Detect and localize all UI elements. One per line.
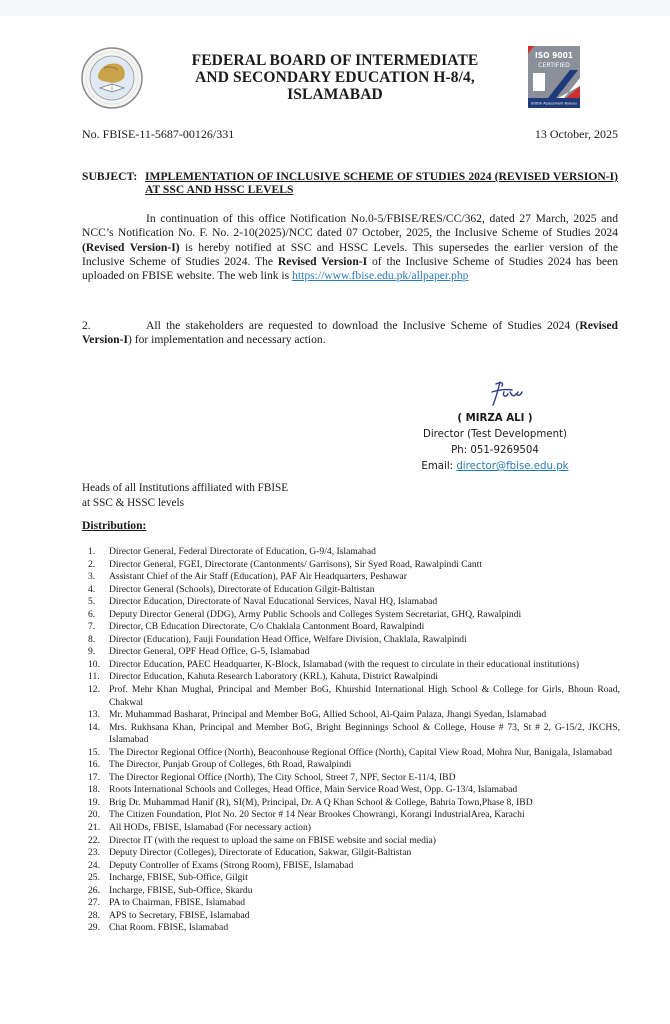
distribution-item-text: Mr. Muhammad Basharat, Principal and Member BoG, Allied School, Al-Qaim Palaza, Jhangi Syedan, Islamabad bbox=[109, 709, 547, 721]
iso-line1: ISO 9001 bbox=[534, 51, 574, 60]
para2-text: ) for implementation and necessary action. bbox=[127, 333, 326, 347]
distribution-item bbox=[88, 571, 620, 584]
distribution-item bbox=[88, 797, 620, 810]
distribution-item bbox=[88, 646, 620, 659]
distribution-item-number: 4. bbox=[88, 583, 96, 595]
distribution-item bbox=[88, 860, 620, 873]
distribution-item-text: PA to Chairman, FBISE, Islamabad bbox=[109, 897, 246, 909]
distribution-item-number: 27. bbox=[88, 897, 100, 909]
distribution-item-number: 2. bbox=[88, 558, 96, 570]
distribution-item-number: 16. bbox=[88, 759, 100, 771]
addressee bbox=[82, 481, 288, 510]
distribution-item-number: 1. bbox=[88, 546, 96, 557]
distribution-item-number: 9. bbox=[88, 646, 96, 658]
distribution-item bbox=[88, 910, 620, 923]
distribution-item-text: Director General, Federal Directorate of Education, G-9/4, Islamabad bbox=[109, 546, 376, 557]
distribution-item-text: Incharge, FBISE, Sub-Office, Skardu bbox=[109, 884, 253, 896]
distribution-item-number: 15. bbox=[88, 746, 100, 758]
distribution-item-text: The Citizen Foundation, Plot No. 20 Sector # 14 Near Brookes Chowrangi, Korangi IndustrialArea, Karachi bbox=[109, 809, 525, 821]
subject-text: IMPLEMENTATION OF INCLUSIVE SCHEME OF STUDIES 2024 (REVISED VERSION-I) AT SSC AND HSSC LEVELS bbox=[145, 170, 618, 196]
distribution-item bbox=[88, 621, 620, 634]
distribution-item bbox=[88, 609, 620, 622]
distribution-item bbox=[88, 709, 620, 722]
distribution-item-text: APS to Secretary, FBISE, Islamabad bbox=[109, 909, 250, 921]
distribution-item-text: The Director Regional Office (North), The City School, Street 7, NPF, Sector E-11/4, IBD bbox=[109, 771, 456, 783]
distribution-item bbox=[88, 772, 620, 785]
distribution-item-text: Director Education, PAEC Headquarter, K-Block, Islamabad (with the request to circulate in their educational institutions) bbox=[109, 658, 580, 670]
distribution-item bbox=[88, 596, 620, 609]
signatory-phone: Ph: 051-9269504 bbox=[451, 445, 539, 456]
distribution-item-number: 28. bbox=[88, 909, 100, 921]
distribution-list bbox=[88, 546, 620, 935]
distribution-item-number: 11. bbox=[88, 671, 100, 683]
distribution-item-text: Incharge, FBISE, Sub-Office, Gilgit bbox=[109, 872, 248, 884]
paragraph-2 bbox=[82, 319, 618, 348]
distribution-item-number: 17. bbox=[88, 771, 100, 783]
org-title-line: FEDERAL BOARD OF INTERMEDIATE bbox=[191, 52, 479, 69]
distribution-item-text: Director, CB Education Directorate, C/o Chaklala Cantonment Board, Rawalpindi bbox=[109, 621, 425, 633]
distribution-item-number: 19. bbox=[88, 796, 100, 808]
distribution-item bbox=[88, 784, 620, 797]
allpaper-web-link[interactable]: https://www.fbise.edu.pk/allpaper.php bbox=[292, 269, 469, 283]
para1-text: of the Inclusive Scheme of Studies 2024 has been uploaded on FBISE website. The web link is bbox=[82, 254, 619, 283]
para1-bold: (Revised Version-I) bbox=[82, 240, 180, 254]
distribution-item bbox=[88, 546, 620, 559]
distribution-item-text: Roots International Schools and Colleges, Head Office, Main Service Road West, Opp. G-13/4, Islamabad bbox=[109, 784, 518, 796]
para2-text: All the stakeholders are requested to download the Inclusive Scheme of Studies 2024 ( bbox=[146, 319, 580, 332]
addressee-line: Heads of all Institutions affiliated with FBISE bbox=[82, 482, 289, 494]
iso-line2: CERTIFIED bbox=[538, 62, 570, 69]
org-title-line: ISLAMABAD bbox=[287, 86, 383, 103]
distribution-item-number: 18. bbox=[88, 784, 100, 796]
distribution-item bbox=[88, 897, 620, 910]
distribution-item-number: 7. bbox=[88, 621, 96, 633]
distribution-item bbox=[88, 847, 620, 860]
handwritten-signature-icon bbox=[430, 378, 590, 408]
signatory-name: ( MIRZA ALI ) bbox=[457, 413, 533, 424]
subject-label: SUBJECT: bbox=[82, 170, 138, 183]
distribution-item-number: 26. bbox=[88, 884, 100, 896]
signatory-email-line bbox=[400, 459, 590, 475]
distribution-item bbox=[88, 559, 620, 572]
distribution-item bbox=[88, 872, 620, 885]
distribution-item-number: 14. bbox=[88, 721, 100, 733]
distribution-item-number: 10. bbox=[88, 658, 100, 670]
para1-text: In continuation of this office Notification No.0-5/FBISE/RES/CC/362, dated 27 March, 2025 and NCC’s Notification No. F. No. 2-10(2025)/NCC dated 07 October, 2025, the Inclusive Scheme of Studies 2024 bbox=[82, 212, 618, 240]
distribution-item-text: The Director Regional Office (North), Beaconhouse Regional Office (North), Capital View Road, Mohra Nur, Banigala, Islamabad bbox=[109, 746, 613, 758]
distribution-item-number: 23. bbox=[88, 847, 100, 859]
distribution-item bbox=[88, 634, 620, 647]
distribution-item bbox=[88, 671, 620, 684]
paragraph-1 bbox=[82, 212, 618, 283]
para1-text: is hereby notified at SSC and HSSC Levels. This supersedes the earlier version of the Inclusive Scheme of Studies 2024. The bbox=[82, 240, 618, 268]
distribution-item-text: Director General, OPF Head Office, G-5, Islamabad bbox=[109, 646, 310, 658]
distribution-item-number: 24. bbox=[88, 859, 100, 871]
signatory-designation: Director (Test Development) bbox=[423, 429, 567, 440]
email-label: Email: bbox=[421, 461, 457, 472]
distribution-item-number: 8. bbox=[88, 633, 96, 645]
distribution-item-text: Brig Dr. Muhammad Hanif (R), SI(M), Principal, Dr. A Q Khan School & College, Bahria Town,Phase 8, IBD bbox=[109, 796, 533, 808]
distribution-item-text: The Director, Punjab Group of Colleges, 6th Road, Rawalpindi bbox=[109, 759, 352, 771]
distribution-item-text: Director Education, Kahuta Research Laboratory (KRL), Kahuta, District Rawalpindi bbox=[109, 671, 439, 683]
distribution-item-number: 3. bbox=[88, 571, 96, 583]
para2-bold: Revised Version-I bbox=[82, 319, 618, 347]
distribution-item-number: 6. bbox=[88, 608, 96, 620]
iso-certified-badge-icon bbox=[528, 46, 580, 108]
fbise-logo-icon bbox=[80, 46, 144, 110]
iso-footer: British Assessment Bureau bbox=[531, 101, 577, 106]
distribution-item-text: Deputy Controller of Exams (Strong Room), FBISE, Islamabad bbox=[109, 859, 354, 871]
distribution-item-text: Prof. Mehr Khan Mughal, Principal and Member BoG, Khurshid International High School & College for Girls, Bhoun Road, Chakwal bbox=[109, 684, 620, 708]
distribution-item-text: Director General (Schools), Directorate of Education Gilgit-Baltistan bbox=[109, 583, 375, 595]
para1-bold: Revised Version-I bbox=[277, 254, 368, 268]
addressee-line: at SSC & HSSC levels bbox=[82, 496, 184, 509]
distribution-item-text: Assistant Chief of the Air Staff (Education), PAF Air Headquarters, Peshawar bbox=[109, 571, 407, 583]
distribution-item bbox=[88, 659, 620, 672]
distribution-item-number: 25. bbox=[88, 872, 100, 884]
distribution-item-number: 29. bbox=[88, 922, 100, 934]
letter-date: 13 October, 2025 bbox=[534, 127, 618, 141]
distribution-item bbox=[88, 922, 620, 935]
signatory-email-link[interactable]: director@fbise.edu.pk bbox=[456, 461, 569, 472]
para2-number: 2. bbox=[82, 319, 91, 332]
distribution-item bbox=[88, 822, 620, 835]
distribution-item-text: All HODs, FBISE, Islamabad (For necessary action) bbox=[109, 822, 311, 834]
distribution-item bbox=[88, 747, 620, 760]
distribution-item bbox=[88, 584, 620, 597]
org-title-line: AND SECONDARY EDUCATION H-8/4, bbox=[195, 69, 475, 86]
distribution-item bbox=[88, 809, 620, 822]
distribution-item-number: 12. bbox=[88, 684, 100, 696]
distribution-item-text: Chat Room. FBISE, Islamabad bbox=[109, 922, 229, 934]
distribution-heading: Distribution: bbox=[82, 519, 147, 532]
distribution-item-text: Director General, FGEI, Directorate (Cantonments/ Garrisons), Sir Syed Road, Rawalpindi Cantt bbox=[109, 558, 482, 570]
distribution-item-text: Deputy Director General (DDG), Army Public Schools and Colleges System Secretariat, GHQ, Rawalpindi bbox=[109, 608, 522, 620]
distribution-item-text: Director Education, Directorate of Naval Educational Services, Naval HQ, Islamabad bbox=[109, 596, 438, 608]
organization-title bbox=[160, 52, 510, 103]
distribution-item-number: 22. bbox=[88, 834, 100, 846]
reference-number: No. FBISE-11-5687-00126/331 bbox=[82, 127, 235, 141]
distribution-item-number: 20. bbox=[88, 809, 100, 821]
distribution-item bbox=[88, 835, 620, 848]
distribution-item bbox=[88, 885, 620, 898]
distribution-item-text: Deputy Director (Colleges), Directorate of Education, Sakwar, Gilgit-Baltistan bbox=[109, 847, 412, 859]
distribution-item-number: 21. bbox=[88, 822, 100, 834]
distribution-item-number: 5. bbox=[88, 596, 96, 608]
distribution-item bbox=[88, 722, 620, 747]
distribution-item-text: Director (Education), Fauji Foundation Head Office, Welfare Division, Chaklala, Rawalpindi bbox=[109, 633, 467, 645]
distribution-item-text: Mrs. Rukhsana Khan, Principal and Member BoG, Bright Beginnings School & College, House # 73, St # 2, G-15/2, JKCHS, Islamabad bbox=[109, 721, 620, 746]
distribution-item bbox=[88, 759, 620, 772]
signatory-block bbox=[400, 411, 590, 475]
distribution-item-text: Director IT (with the request to upload the same on FBISE website and social media) bbox=[109, 834, 436, 846]
distribution-item-number: 13. bbox=[88, 709, 100, 721]
distribution-item bbox=[88, 684, 620, 709]
